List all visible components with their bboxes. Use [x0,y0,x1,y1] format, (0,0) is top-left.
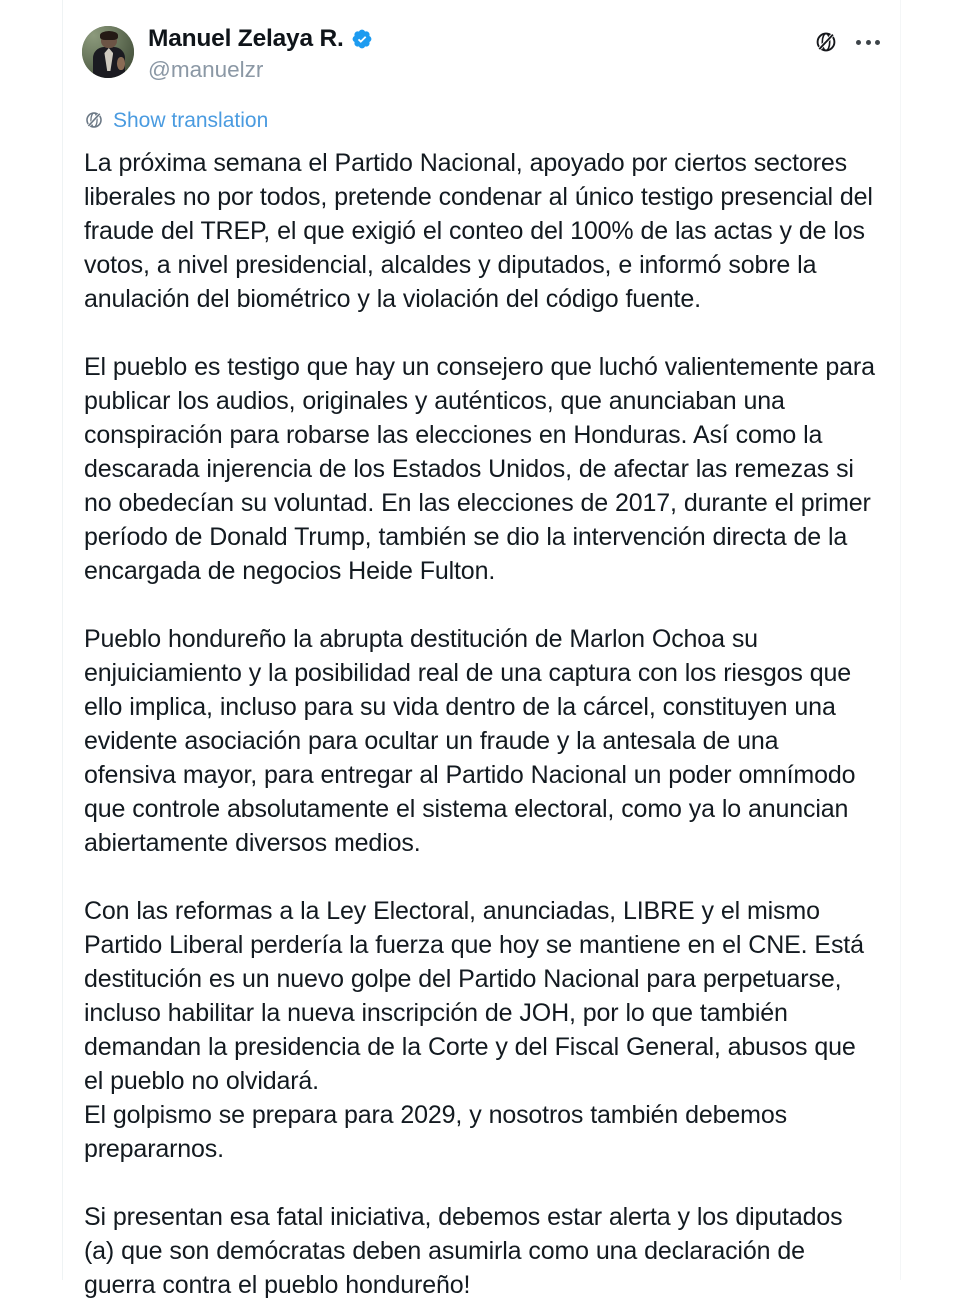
tweet-header [63,0,900,82]
more-options-button[interactable] [856,30,880,54]
translate-button[interactable] [814,30,838,54]
avatar-hand [117,57,125,70]
tweet-text [63,146,900,1302]
more-options-icon [856,30,880,54]
author-display-name[interactable]: Manuel Zelaya R. [148,25,344,52]
translate-icon [84,110,104,130]
dot-2 [866,40,871,45]
show-translation-label: Show translation [113,108,269,132]
author-name-block [148,26,373,81]
tweet-paragraph: Pueblo hondureño la abrupta destitución de Marlon Ochoa su enjuiciamiento y la posibilidad real de una captura con los riesgos que ello implica, incluso para su vida dentro de la cárcel, constituyen una evidente asociación para ocultar un fraude y la antesala de una ofensiva mayor, para entregar al Partido Nacional un poder omnímodo que controle absolutamente el sistema electoral, como ya lo anuncian abiertamente diversos medios. [84,625,856,857]
author-handle[interactable]: @manuelzr [148,56,264,82]
tweet-paragraph: El golpismo se prepara para 2029, y nosotros también debemos prepararnos. [84,1101,787,1163]
tweet-paragraph: El pueblo es testigo que hay un consejero que luchó valientemente para publicar los audios, originales y auténticos, que anunciaban una conspiración para robarse las elecciones en Honduras. Así como la descarada injerencia de los Estados Unidos, de afectar las remezas si no obedecían su voluntad. En las elecciones de 2017, durante el primer período de Donald Trump, también se dio la intervención directa de la encargada de negocios Heide Fulton. [84,353,875,585]
display-name-row [148,27,373,52]
show-translation-link[interactable] [63,106,268,134]
column-divider-right [900,0,901,1280]
verified-badge-icon [351,28,373,50]
dot-3 [875,40,880,45]
tweet-paragraph: La próxima semana el Partido Nacional, apoyado por ciertos sectores liberales no por todos, pretende condenar al único testigo presencial del fraude del TREP, el que exigió el conteo del 100% de las actas y de los votos, a nivel presidencial, alcaldes y diputados, e informó sobre la anulación del biométrico y la violación del código fuente. [84,149,873,313]
avatar-portrait [94,33,125,78]
tweet-paragraph: Con las reformas a la Ley Electoral, anunciadas, LIBRE y el mismo Partido Liberal perdería la fuerza que hoy se mantiene en el CNE. Está destitución es un nuevo golpe del Partido Nacional para perpetuarse, incluso habilitar la nueva inscripción de JOH, por lo que también demandan la presidencia de la Corte y del Fiscal General, abusos que el pueblo no olvidará. [84,897,864,1095]
tweet-card[interactable] [63,0,900,1299]
translate-icon [814,30,838,54]
header-actions [814,30,880,54]
avatar[interactable] [82,26,134,78]
dot-1 [856,40,861,45]
avatar-hair [100,31,119,40]
tweet-paragraph: Si presentan esa fatal iniciativa, debemos estar alerta y los diputados (a) que son demócratas deben asumirla como una declaración de guerra contra el pueblo hondureño! [84,1203,843,1299]
